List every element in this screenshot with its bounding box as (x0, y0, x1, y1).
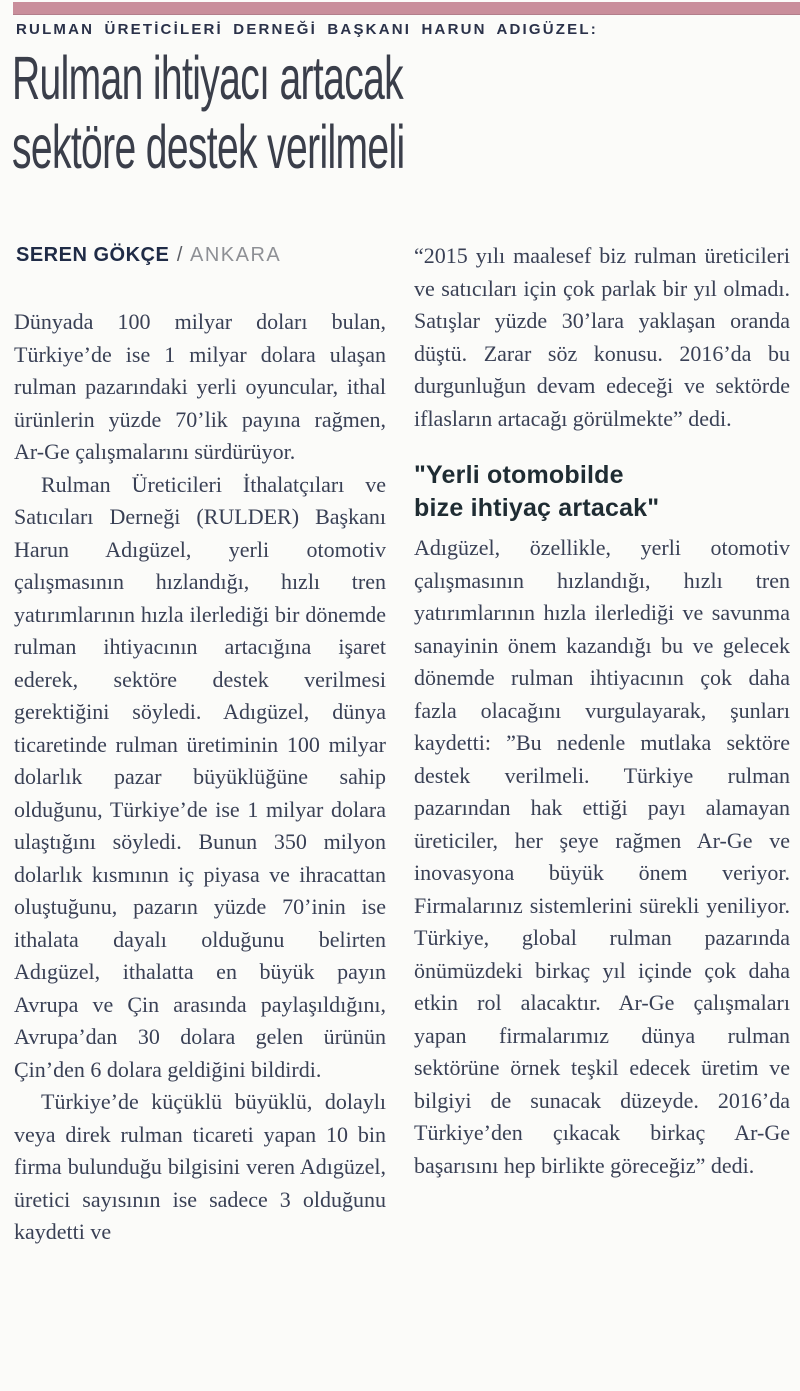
paragraph-quote: “2015 yılı maalesef biz rulman üreticileri ve satıcıları için çok parlak bir yıl olmadı. Satışlar yüzde 30’lara yaklaşan oranda düştü. Zarar söz konusu. 2016’da bu durgunluğun devam edeceği ve sektörde iflasların artacağı görülmekte” dedi. (414, 243, 790, 431)
article-column-right (414, 240, 790, 1391)
subhead-line-2: bize ihtiyaç artacak" (414, 494, 660, 522)
headline-line-1: Rulman ihtiyacı artacak (12, 44, 404, 112)
paragraph: Adıgüzel, özellikle, yerli otomotiv çalışmasının hızlandığı, hızlı tren yatırımlarının hızla ilerlediği ve savunma sanayinin önem kazandığı bu ve gelecek dönemde rulman ihtiyacının çok daha fazla olacağını vurgulayarak, şunları kaydetti: ”Bu nedenle mutlaka sektöre destek verilmeli. Türkiye rulman pazarından hak ettiği payı alamayan üreticiler, her şeye rağmen Ar-Ge ve inovasyona büyük önem veriyor. Firmalarınız sistemlerini sürekli yeniliyor. Türkiye, global rulman pazarında önümüzdeki birkaç yıl içinde çok daha etkin rol alacaktır. Ar-Ge çalışmaları yapan firmalarımız dünya rulman sektörüne örnek teşkil edecek üretim ve bilgiyi de sunacak düzeyde. 2016’da Türkiye’den çıkacak birkaç Ar-Ge başarısını hep birlikte göreceğiz” dedi. (414, 535, 790, 1178)
kicker: RULMAN ÜRETİCİLERİ DERNEĞİ BAŞKANI HARUN ADIGÜZEL: (16, 21, 598, 38)
byline (16, 243, 386, 267)
headline-line-2: sektöre destek verilmeli (12, 113, 405, 181)
paragraph: Rulman Üreticileri İthalatçıları ve Satıcıları Derneği (RULDER) Başkanı Harun Adıgüzel, yerli otomotiv çalışmasının hızlandığı, hızlı tren yatırımlarının hızla ilerlediği bir dönemde rulman ihtiyacının artacığına işaret ederek, sektöre destek verilmesi gerektiğini söyledi. Adıgüzel, dünya ticaretinde rulman üretiminin 100 milyar dolarlık pazar büyüklüğüne sahip olduğunu, Türkiye’de ise 1 milyar dolara ulaştığını söyledi. Bunun 350 milyon dolarlık kısmının iç piyasa ve ihracattan oluştuğunu, pazarın yüzde 70’inin ise ithalata dayalı olduğunu belirten Adıgüzel, ithalatta en büyük payın Avrupa ve Çin arasında paylaşıldığını, Avrupa’dan 30 dolara gelen ürünün Çin’den 6 dolara geldiğini bildirdi. (14, 471, 386, 1082)
paragraph: Türkiye’de küçüklü büyüklü, dolaylı veya direk rulman ticareti yapan 10 bin firma bulunduğu bilgisini veren Adıgüzel, üretici sayısının ise sadece 3 olduğunu kaydetti ve (14, 1089, 386, 1244)
paragraph-lead: Dünyada 100 milyar doları bulan, Türkiye’de ise 1 milyar dolara ulaşan rulman pazarındaki yerli oyuncular, ithal ürünlerin yüzde 70’lik payına rağmen, Ar-Ge çalışmalarını sürdürüyor. (14, 309, 386, 464)
subhead-line-1: "Yerli otomobilde (414, 461, 624, 489)
headline (12, 44, 792, 182)
subhead (414, 459, 790, 525)
accent-bar (13, 2, 800, 15)
byline-location: ANKARA (190, 244, 282, 266)
byline-separator: / (176, 244, 183, 266)
byline-author: SEREN GÖKÇE (16, 244, 170, 266)
article-column-left (14, 306, 386, 1391)
